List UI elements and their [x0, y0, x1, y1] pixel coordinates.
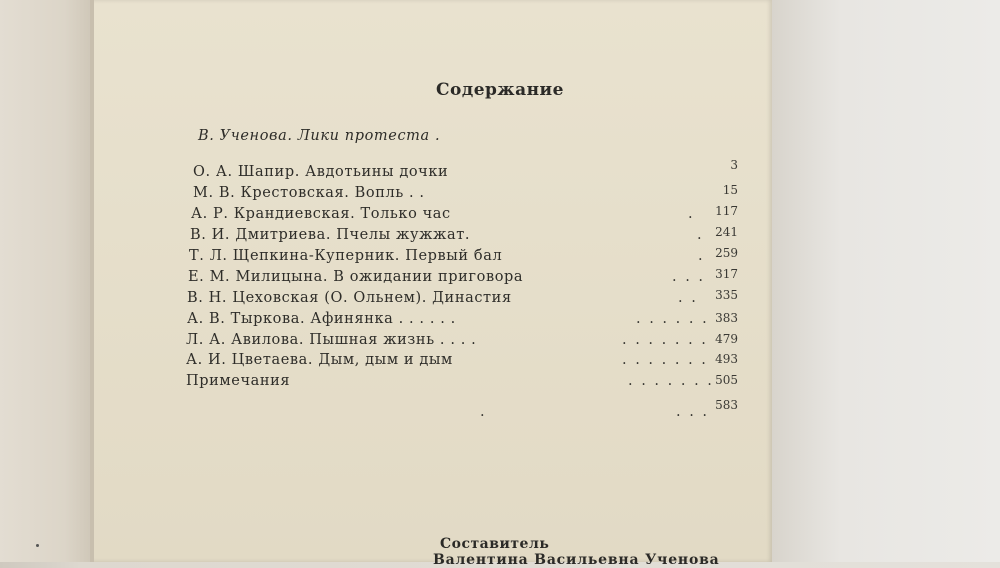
toc-entry: [0, 290, 780, 310]
toc-leader-dots: .: [697, 227, 704, 243]
toc-entry-page: 259: [715, 246, 738, 260]
toc-entry-text: А. Р. Крандиевская. Только час: [191, 206, 451, 222]
toc-entry-text: В. Ученова. Лики протеста .: [198, 128, 441, 144]
toc-entry-text: А. В. Тыркова. Афинянка . . . . . .: [187, 311, 456, 327]
toc-entry-text: М. В. Крестовская. Вопль . .: [193, 185, 425, 201]
dust-speck: [36, 544, 39, 547]
toc-leader-dots: . .: [678, 290, 698, 306]
toc-entry: [0, 332, 780, 352]
toc-leader-dots: . . .: [676, 404, 710, 420]
page-title: [120, 80, 880, 100]
toc-title: Содержание: [436, 80, 564, 100]
toc-entry-page: 3: [730, 158, 738, 172]
toc-entry-page: 317: [715, 267, 738, 281]
toc-entry-page: 383: [715, 311, 738, 325]
toc-entry-text: О. А. Шапир. Авдотьины дочки: [193, 164, 449, 180]
composer-name: Валентина Васильевна Ученова: [433, 552, 720, 568]
toc-entry: [0, 373, 780, 393]
toc-entry-page: 335: [715, 288, 738, 302]
toc-entry-text: Примечания: [186, 373, 291, 389]
toc-entry-text: В. Н. Цеховская (О. Ольнем). Династия: [187, 290, 512, 306]
toc-entry: [0, 128, 780, 148]
toc-entry: [0, 158, 780, 184]
toc-entry: [0, 227, 780, 247]
toc-entry-page: 241: [715, 225, 738, 239]
toc-entry-page: 117: [715, 204, 738, 218]
toc-entry-page: 583: [715, 398, 738, 412]
toc-entry: [0, 269, 780, 289]
toc-entry: [0, 206, 780, 226]
toc-entry-page: 505: [715, 373, 738, 387]
toc-leader-dots: .: [688, 206, 695, 222]
composer-label: Составитель: [440, 536, 550, 552]
toc-leader-dots: . . . . . . .: [622, 332, 708, 348]
toc-entry-page: 15: [722, 183, 738, 197]
toc-leader-dots: . . .: [672, 269, 706, 285]
toc-entry: [0, 352, 780, 372]
toc-leader-dots: . . . . . . .: [628, 373, 714, 389]
toc-entry: [0, 185, 780, 205]
toc-leader-dots: .: [698, 248, 705, 264]
toc-leader-dots: . . . . . . .: [622, 352, 708, 368]
toc-entry: [0, 248, 780, 268]
toc-entry-page: 479: [715, 332, 738, 346]
toc-entry-page: 493: [715, 352, 738, 366]
toc-entry-notes: [0, 398, 780, 424]
toc-entry-text: Е. М. Милицына. В ожидании приговора: [188, 269, 524, 285]
toc-entry-text: В. И. Дмитриева. Пчелы жужжат.: [190, 227, 471, 243]
toc-leader-dots: . . . . . .: [636, 311, 709, 327]
toc-entry-text: Л. А. Авилова. Пышная жизнь . . . .: [186, 332, 477, 348]
toc-entry-text: А. И. Цветаева. Дым, дым и дым: [186, 352, 453, 368]
toc-entry-text: Т. Л. Щепкина-Куперник. Первый бал: [189, 248, 503, 264]
toc-leader-dots: .: [480, 404, 487, 420]
toc-entry: [0, 311, 780, 331]
